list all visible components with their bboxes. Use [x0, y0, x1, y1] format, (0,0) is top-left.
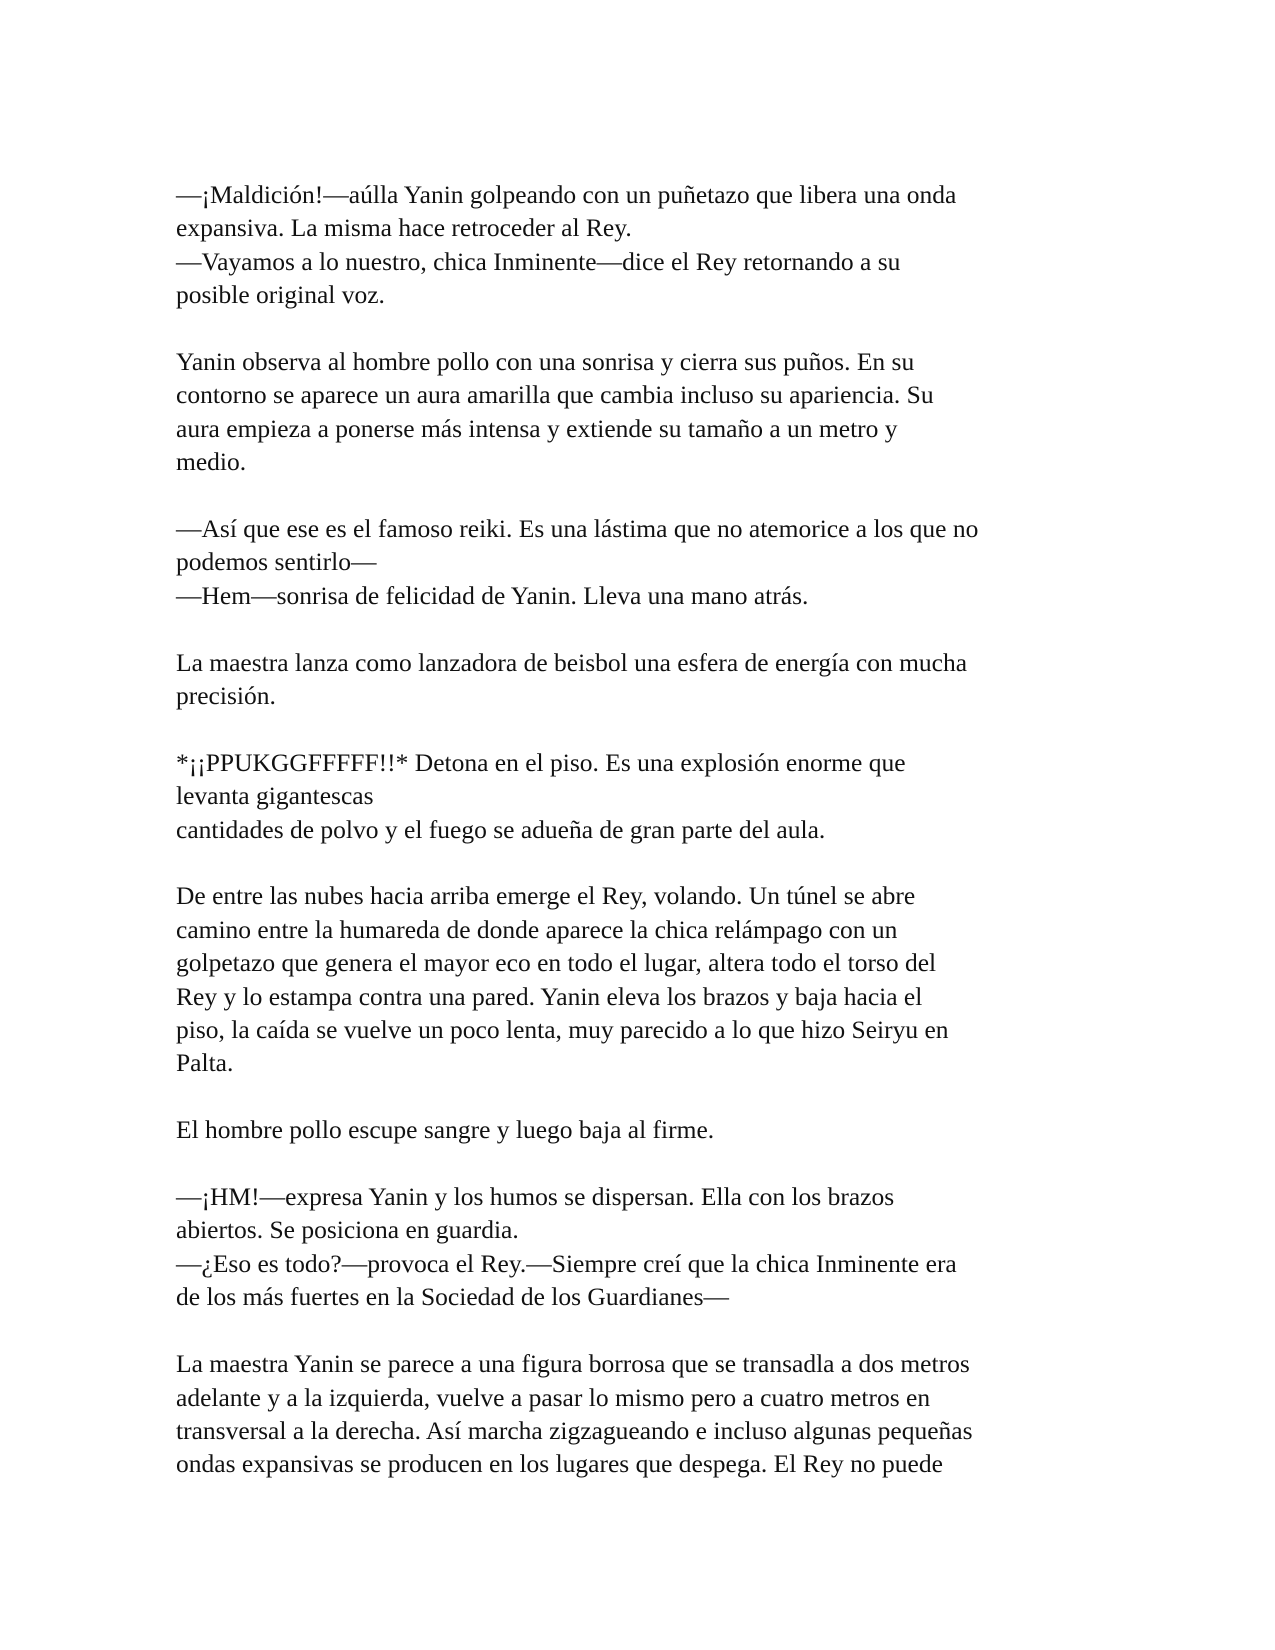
text-line: podemos sentirlo— — [176, 547, 377, 577]
text-line: cantidades de polvo y el fuego se adueña de gran parte del aula. — [176, 814, 826, 844]
text-line: —Hem—sonrisa de felicidad de Yanin. Lleva una mano atrás. — [176, 580, 809, 610]
text-line: transversal a la derecha. Así marcha zigzagueando e incluso algunas pequeñas — [176, 1415, 973, 1445]
text-line: contorno se aparece un aura amarilla que cambia incluso su apariencia. Su — [176, 380, 934, 410]
paragraph — [176, 512, 1111, 612]
document-page — [176, 178, 1111, 1481]
text-line: ondas expansivas se producen en los lugares que despega. El Rey no puede — [176, 1449, 943, 1479]
text-line: —Así que ese es el famoso reiki. Es una lástima que no atemorice a los que no — [176, 514, 979, 544]
text-line: piso, la caída se vuelve un poco lenta, muy parecido a lo que hizo Seiryu en — [176, 1015, 949, 1045]
text-line: La maestra Yanin se parece a una figura borrosa que se transadla a dos metros — [176, 1349, 970, 1379]
paragraph — [176, 345, 1111, 479]
paragraph — [176, 879, 1111, 1079]
text-line: expansiva. La misma hace retroceder al Rey. — [176, 213, 632, 243]
text-line: —¡Maldición!—aúlla Yanin golpeando con un puñetazo que libera una onda — [176, 180, 957, 209]
text-line: abiertos. Se posiciona en guardia. — [176, 1215, 519, 1245]
paragraph — [176, 1180, 1111, 1314]
paragraph — [176, 178, 1111, 312]
text-line: *¡¡PPUKGGFFFFF!!* Detona en el piso. Es una explosión enorme que — [176, 747, 906, 777]
paragraph — [176, 1347, 1111, 1481]
text-line: —¿Eso es todo?—provoca el Rey.—Siempre creí que la chica Inminente era — [176, 1248, 957, 1278]
text-line: Yanin observa al hombre pollo con una sonrisa y cierra sus puños. En su — [176, 347, 915, 377]
text-line: posible original voz. — [176, 280, 385, 310]
text-line: precisión. — [176, 681, 276, 711]
text-line: —¡HM!—expresa Yanin y los humos se dispersan. Ella con los brazos — [176, 1182, 895, 1212]
paragraph — [176, 646, 1111, 713]
text-line: golpetazo que genera el mayor eco en todo el lugar, altera todo el torso del — [176, 948, 937, 978]
text-line: Palta. — [176, 1048, 234, 1078]
paragraph — [176, 746, 1111, 846]
text-line: adelante y a la izquierda, vuelve a pasar lo mismo pero a cuatro metros en — [176, 1382, 931, 1412]
paragraph — [176, 1113, 1111, 1146]
text-line: Rey y lo estampa contra una pared. Yanin eleva los brazos y baja hacia el — [176, 981, 923, 1011]
text-line: —Vayamos a lo nuestro, chica Inminente—dice el Rey retornando a su — [176, 246, 901, 276]
text-line: de los más fuertes en la Sociedad de los Guardianes— — [176, 1282, 730, 1312]
text-line: La maestra lanza como lanzadora de beisbol una esfera de energía con mucha — [176, 647, 968, 677]
text-line: camino entre la humareda de donde aparece la chica relámpago con un — [176, 914, 898, 944]
text-line: levanta gigantescas — [176, 781, 374, 811]
text-line: medio. — [176, 447, 247, 477]
text-line: De entre las nubes hacia arriba emerge el Rey, volando. Un túnel se abre — [176, 881, 916, 911]
text-line: El hombre pollo escupe sangre y luego baja al firme. — [176, 1115, 715, 1145]
text-line: aura empieza a ponerse más intensa y extiende su tamaño a un metro y — [176, 413, 898, 443]
